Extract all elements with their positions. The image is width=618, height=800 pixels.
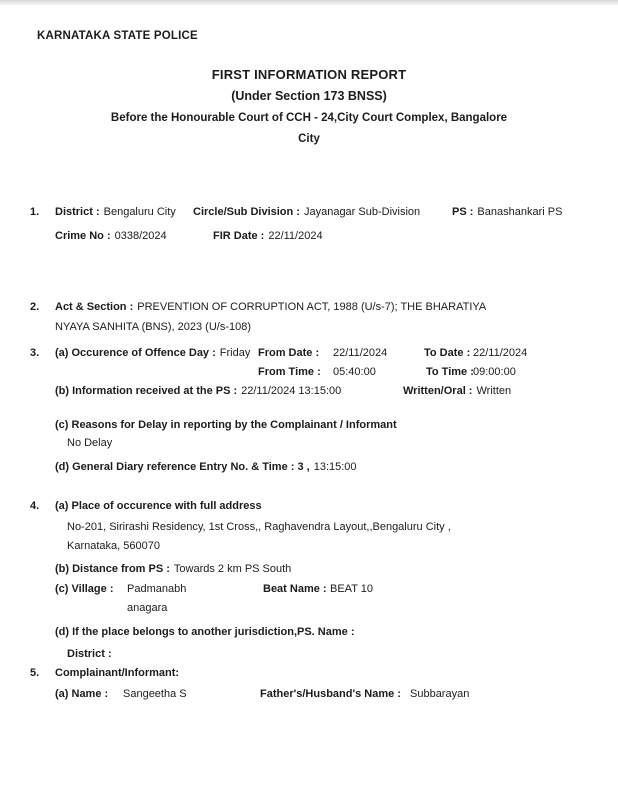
distance-from-ps-field xyxy=(55,563,291,576)
section3-number: 3. xyxy=(30,347,40,359)
address-line-1: No-201, Sirirashi Residency, 1st Cross,, Raghavendra Layout,,Bengaluru City , xyxy=(67,521,451,533)
court-line-2: City xyxy=(298,133,320,145)
to-date-value: 22/11/2024 xyxy=(473,347,528,359)
section4-number: 4. xyxy=(30,500,40,512)
gd-reference-field xyxy=(55,461,357,474)
circle-field xyxy=(193,206,420,219)
circle-value: Jayanagar Sub-Division xyxy=(303,206,421,218)
from-time-label: From Time : xyxy=(258,366,321,378)
written-oral-field xyxy=(403,385,511,398)
other-jurisdiction-district-label: District : xyxy=(67,648,112,660)
delay-reason-label: (c) Reasons for Delay in reporting by the Complainant / Informant xyxy=(55,419,397,431)
distance-from-ps-label: (b) Distance from PS : xyxy=(55,563,170,575)
info-received-field xyxy=(55,385,341,398)
gd-reference-label: (d) General Diary reference Entry No. & Time : 3 , xyxy=(55,461,310,473)
ps-value: Banashankari PS xyxy=(477,206,563,218)
address-line-2: Karnataka, 560070 xyxy=(67,540,160,552)
act-section-value-line1: PREVENTION OF CORRUPTION ACT, 1988 (U/s-7); THE BHARATIYA xyxy=(137,301,487,313)
to-time-value: 09:00:00 xyxy=(473,366,516,378)
to-time-label: To Time : xyxy=(426,366,474,378)
occurrence-day-value: Friday xyxy=(219,347,251,359)
section5-number: 5. xyxy=(30,667,40,679)
circle-label: Circle/Sub Division : xyxy=(193,206,300,218)
beat-name-value: BEAT 10 xyxy=(330,583,374,595)
written-oral-label: Written/Oral : xyxy=(403,385,473,397)
to-date-label: To Date : xyxy=(424,347,471,359)
page-top-shadow xyxy=(0,0,618,6)
other-jurisdiction-label: (d) If the place belongs to another jurisdiction,PS. Name : xyxy=(55,626,355,638)
father-husband-name-value: Subbarayan xyxy=(410,688,470,700)
beat-name-label: Beat Name : xyxy=(263,583,327,595)
report-title: FIRST INFORMATION REPORT xyxy=(211,67,407,82)
ps-label: PS : xyxy=(452,206,474,218)
crime-no-field xyxy=(55,230,167,243)
act-section-value-line2: NYAYA SANHITA (BNS), 2023 (U/s-108) xyxy=(55,321,252,333)
act-section-label: Act & Section : xyxy=(55,301,134,313)
father-husband-name-label: Father's/Husband's Name : xyxy=(260,688,401,700)
district-field xyxy=(55,206,176,219)
complainant-section-title: Complainant/Informant: xyxy=(55,667,180,679)
ps-field xyxy=(452,206,562,219)
fir-date-label: FIR Date : xyxy=(213,230,265,242)
crime-no-value: 0338/2024 xyxy=(114,230,167,242)
complainant-name-label: (a) Name : xyxy=(55,688,109,700)
act-section-field xyxy=(55,301,486,314)
from-date-label: From Date : xyxy=(258,347,320,359)
court-line-1: Before the Honourable Court of CCH - 24,City Court Complex, Bangalore xyxy=(110,112,508,124)
from-time-value: 05:40:00 xyxy=(333,366,376,378)
fir-date-value: 22/11/2024 xyxy=(268,230,323,242)
written-oral-value: Written xyxy=(476,385,512,397)
village-value-line1: Padmanabh xyxy=(127,583,187,595)
place-of-occurrence-label: (a) Place of occurence with full address xyxy=(55,500,262,512)
section1-number: 1. xyxy=(30,206,40,218)
village-label: (c) Village : xyxy=(55,583,114,595)
report-subtitle: (Under Section 173 BNSS) xyxy=(231,89,387,103)
occurrence-day-field xyxy=(55,347,250,360)
gd-reference-value: 13:15:00 xyxy=(313,461,357,473)
occurrence-day-label: (a) Occurence of Offence Day : xyxy=(55,347,216,359)
section2-number: 2. xyxy=(30,301,40,313)
fir-date-field xyxy=(213,230,323,243)
village-value-line2: anagara xyxy=(127,602,168,614)
info-received-value: 22/11/2024 13:15:00 xyxy=(241,385,342,397)
org-name: KARNATAKA STATE POLICE xyxy=(37,30,198,42)
from-date-value: 22/11/2024 xyxy=(333,347,388,359)
complainant-name-value: Sangeetha S xyxy=(123,688,187,700)
crime-no-label: Crime No : xyxy=(55,230,111,242)
info-received-label: (b) Information received at the PS : xyxy=(55,385,238,397)
district-value: Bengaluru City xyxy=(103,206,176,218)
district-label: District : xyxy=(55,206,100,218)
delay-reason-value: No Delay xyxy=(67,437,113,449)
distance-from-ps-value: Towards 2 km PS South xyxy=(173,563,292,575)
